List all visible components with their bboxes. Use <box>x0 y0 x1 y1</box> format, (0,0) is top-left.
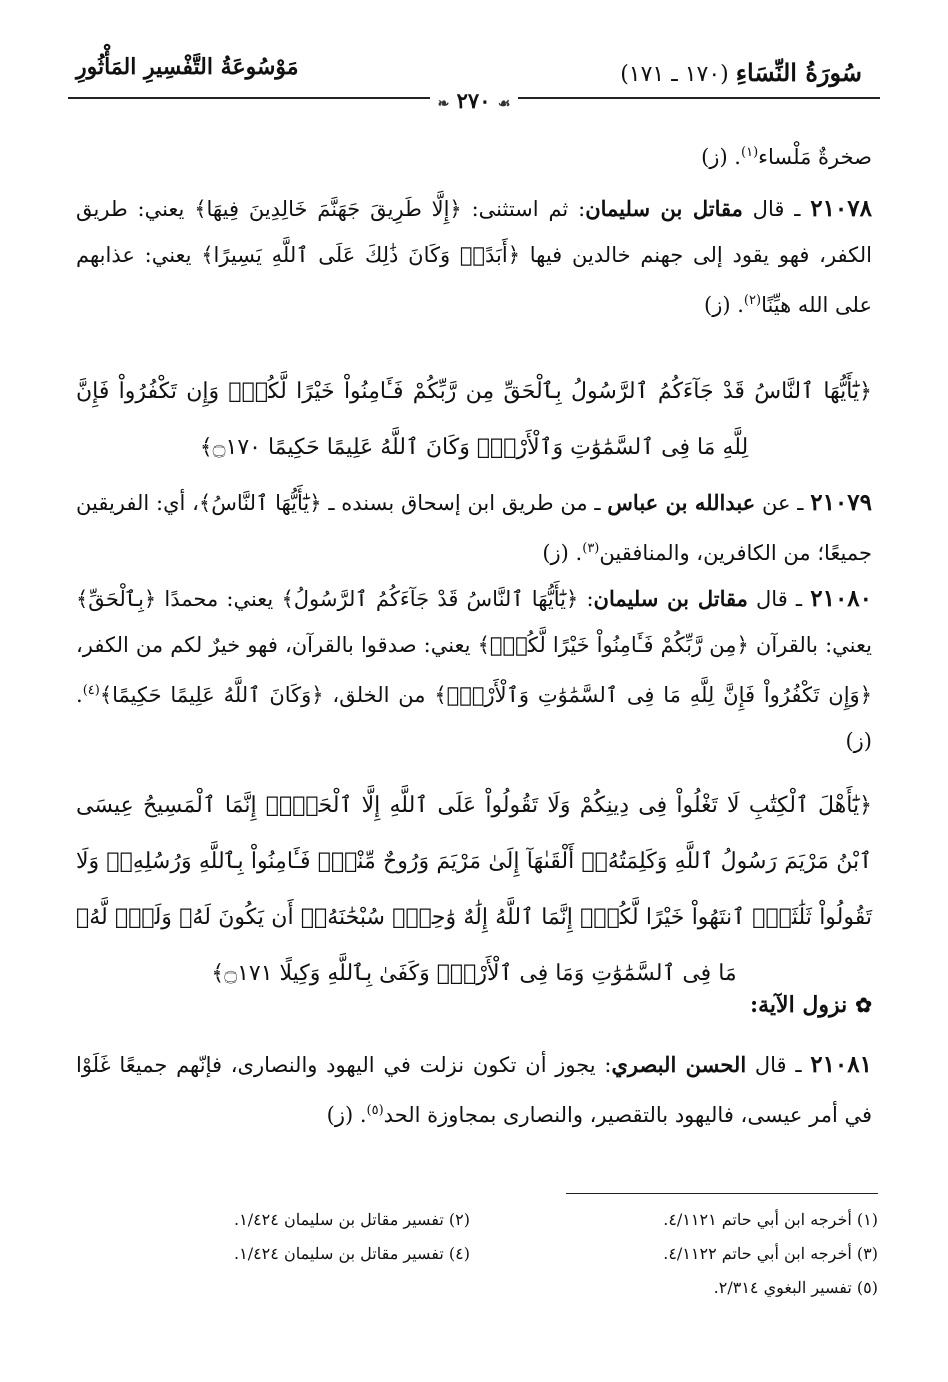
footnote-1: (١) أخرجه ابن أبي حاتم ٤/١١٢١. <box>663 1210 878 1229</box>
page-number: ٢٧٠ <box>456 88 491 113</box>
entry-number: ٢١٠٨١ <box>810 1051 872 1078</box>
flower-icon: ✿ <box>855 993 872 1017</box>
entry-text: : ﴿يَٰٓأَيُّهَا ٱلنَّاسُ قَدْ جَآءَكُمُ ٱلرَّسُولُ﴾ يعني: محمدًا ﴿بِٱلْحَقِّ﴾ يعني: بالقرآن ﴿مِن رَّبِّكُمْ فَـَٔامِنُواْ خَيْرًا لَّكُمْۚ﴾ يعني: صدقوا بالقرآن، فهو خيرٌ لكم من الكفر، ﴿وَإِن تَكْفُرُواْ فَإِنَّ لِلَّهِ مَا فِى ٱلسَّمَٰوَٰتِ وَٱلْأَرْضِۚ﴾ من الخلق، ﴿وَكَانَ ٱللَّهُ عَلِيمًا حَكِيمًا﴾ <box>76 587 872 707</box>
entry-prefix: ـ قال <box>742 197 811 221</box>
footnote-ref: (٢) <box>743 293 762 308</box>
footnote-4: (٤) تفسير مقاتل بن سليمان ١/٤٢٤. <box>234 1244 470 1263</box>
footnote-ref: (٥) <box>366 1103 384 1118</box>
narrator-name: الحسن البصري <box>611 1052 747 1077</box>
intro-text: صخرةٌ مَلْساء <box>758 145 872 169</box>
quran-verse-170: ﴿يَٰٓأَيُّهَا ٱلنَّاسُ قَدْ جَآءَكُمُ ٱلرَّسُولُ بِٱلْحَقِّ مِن رَّبِّكُمْ فَـَٔامِنُواْ خَيْرًا لَّكُمْۚ وَإِن تَكْفُرُواْ فَإِنَّ لِلَّهِ مَا فِى ٱلسَّمَٰوَٰتِ وَٱلْأَرْضِۚ وَكَانَ ٱللَّهُ عَلِيمًا حَكِيمًا ۝١٧٠﴾ <box>76 379 872 460</box>
page-number-row <box>0 88 948 113</box>
entry-21079 <box>76 480 872 576</box>
entry-21080 <box>76 576 872 764</box>
entry-21078 <box>76 186 872 328</box>
surah-title: سُورَةُ النِّسَاءِ <box>735 58 862 87</box>
footnote-2: (٢) تفسير مقاتل بن سليمان ١/٤٢٤. <box>234 1210 470 1229</box>
source-mark: . (ز) <box>701 145 741 169</box>
footnote-ref: (١) <box>741 145 759 160</box>
entry-number: ٢١٠٧٨ <box>810 195 872 222</box>
source-mark: . (ز) <box>704 293 744 317</box>
entry-prefix: ـ قال <box>747 587 811 611</box>
book-title: مَوْسُوعَةُ التَّفْسِيرِ المَأْثُورِ <box>76 54 299 80</box>
running-header-surah <box>620 58 862 87</box>
entry-21081 <box>76 1042 872 1138</box>
footnote-5: (٥) تفسير البغوي ٢/٣١٤. <box>713 1278 878 1297</box>
narrator-name: عبدالله بن عباس <box>607 490 756 515</box>
source-mark: . (ز) <box>542 541 583 565</box>
source-mark: . (ز) <box>326 1103 367 1127</box>
entry-text: : ثم استثنى: ﴿إِلَّا طَرِيقَ جَهَنَّمَ خَالِدِينَ فِيهَا﴾ يعني: طريق الكفر، فهو يقود إلى جهنم خالدين فيها ﴿أَبَدًاۚ وَكَانَ ذَٰلِكَ عَلَى ٱللَّهِ يَسِيرًا﴾ يعني: عذابهم على الله هيِّنًا <box>76 197 872 317</box>
narrator-name: مقاتل بن سليمان <box>585 196 743 221</box>
ornament-icon: ❧ <box>437 96 450 112</box>
verse-range: (١٧٠ ـ ١٧١) <box>620 62 729 87</box>
page-number-box <box>430 88 519 113</box>
footnote-ref: (٤) <box>82 683 100 698</box>
ornament-icon: ☙ <box>497 96 511 112</box>
entry-text: : يجوز أن تكون نزلت في اليهود والنصارى، فإنّهم جميعًا غَلَوْا في أمر عيسى، فاليهود بالتقصير، والنصارى بمجاوزة الحد <box>76 1053 872 1127</box>
quran-verse-171: ﴿يَٰٓأَهْلَ ٱلْكِتَٰبِ لَا تَغْلُواْ فِى دِينِكُمْ وَلَا تَقُولُواْ عَلَى ٱللَّهِ إِلَّا ٱلْحَقَّۚ إِنَّمَا ٱلْمَسِيحُ عِيسَى ٱبْنُ مَرْيَمَ رَسُولُ ٱللَّهِ وَكَلِمَتُهُۥٓ أَلْقَىٰهَآ إِلَىٰ مَرْيَمَ وَرُوحٌ مِّنْهُۖ فَـَٔامِنُواْ بِٱللَّهِ وَرُسُلِهِۦۖ وَلَا تَقُولُواْ ثَلَٰثَةٌۚ ٱنتَهُواْ خَيْرًا لَّكُمْۚ إِنَّمَا ٱللَّهُ إِلَٰهٌ وَٰحِدٌۖ سُبْحَٰنَهُۥٓ أَن يَكُونَ لَهُۥ وَلَدٌۘ لَّهُۥ مَا فِى ٱلسَّمَٰوَٰتِ وَمَا فِى ٱلْأَرْضِۗ وَكَفَىٰ بِٱللَّهِ وَكِيلًا ۝١٧١﴾ <box>76 793 872 986</box>
footnote-rule <box>566 1193 878 1194</box>
entry-prefix: ـ عن <box>755 491 811 515</box>
footnote-3: (٣) أخرجه ابن أبي حاتم ٤/١١٢٢. <box>663 1244 878 1263</box>
source-mark: . (ز) <box>76 683 872 753</box>
section-heading <box>750 992 872 1018</box>
entry-text: ـ من طريق ابن إسحاق بسنده ـ ﴿يَٰٓأَيُّهَا ٱلنَّاسُ﴾، أي: الفريقين جميعًا؛ من الكافرين، والمنافقين <box>76 491 872 565</box>
heading-text: نزول الآية: <box>750 992 848 1018</box>
intro-paragraph <box>76 130 872 180</box>
entry-number: ٢١٠٨٠ <box>810 585 873 612</box>
narrator-name: مقاتل بن سليمان <box>593 586 748 611</box>
footnote-ref: (٣) <box>582 541 600 556</box>
entry-prefix: ـ قال <box>746 1053 811 1077</box>
entry-number: ٢١٠٧٩ <box>810 489 872 516</box>
